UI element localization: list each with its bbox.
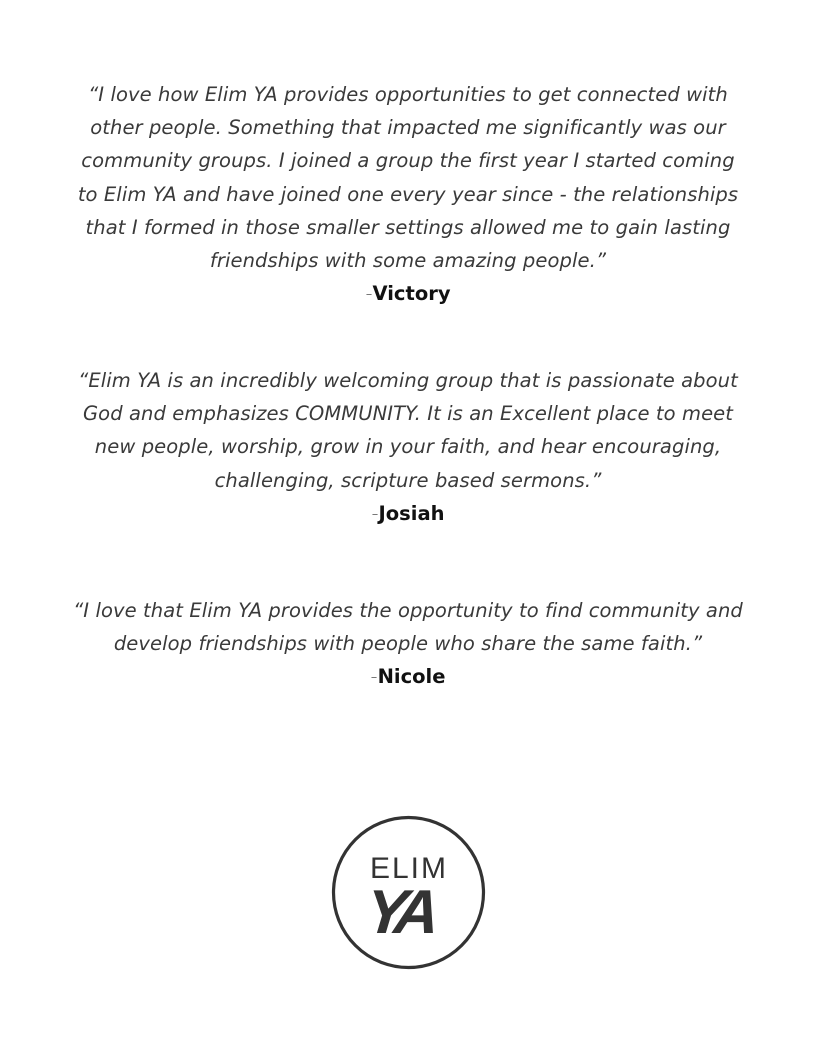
attribution-dash: - — [370, 665, 378, 689]
testimonial-victory — [70, 78, 746, 310]
testimonial-quote: “I love how Elim YA provides opportunities to get connected with other people. Something that impacted me significantly was our community groups. I joined a group the first year I started coming to Elim YA and have joined one every year since - the relationships that I formed in those smaller settings allowed me to gain lasting friendships with some amazing people.” — [77, 83, 739, 273]
attribution-name: Nicole — [377, 665, 446, 689]
testimonial-quote: “Elim YA is an incredibly welcoming group that is passionate about God and emphasizes COMMUNITY. It is an Excellent place to meet new people, worship, grow in your faith, and hear encouraging, challenging, scripture based sermons.” — [78, 369, 738, 492]
testimonial-attribution — [70, 660, 746, 693]
attribution-name: Josiah — [378, 501, 445, 525]
attribution-dash: - — [365, 282, 373, 306]
testimonial-quote: “I love that Elim YA provides the opportunity to find community and develop friendships with people who share the same faith.” — [73, 599, 743, 656]
attribution-name: Victory — [372, 282, 451, 306]
attribution-dash: - — [371, 501, 379, 525]
elim-ya-logo — [331, 815, 486, 970]
logo-top-text: ELIM — [369, 852, 449, 885]
testimonial-attribution — [70, 497, 746, 530]
testimonial-attribution — [70, 277, 746, 310]
testimonial-nicole — [70, 594, 746, 693]
logo-bottom-text: YA — [362, 878, 436, 947]
testimonial-josiah — [70, 364, 746, 530]
